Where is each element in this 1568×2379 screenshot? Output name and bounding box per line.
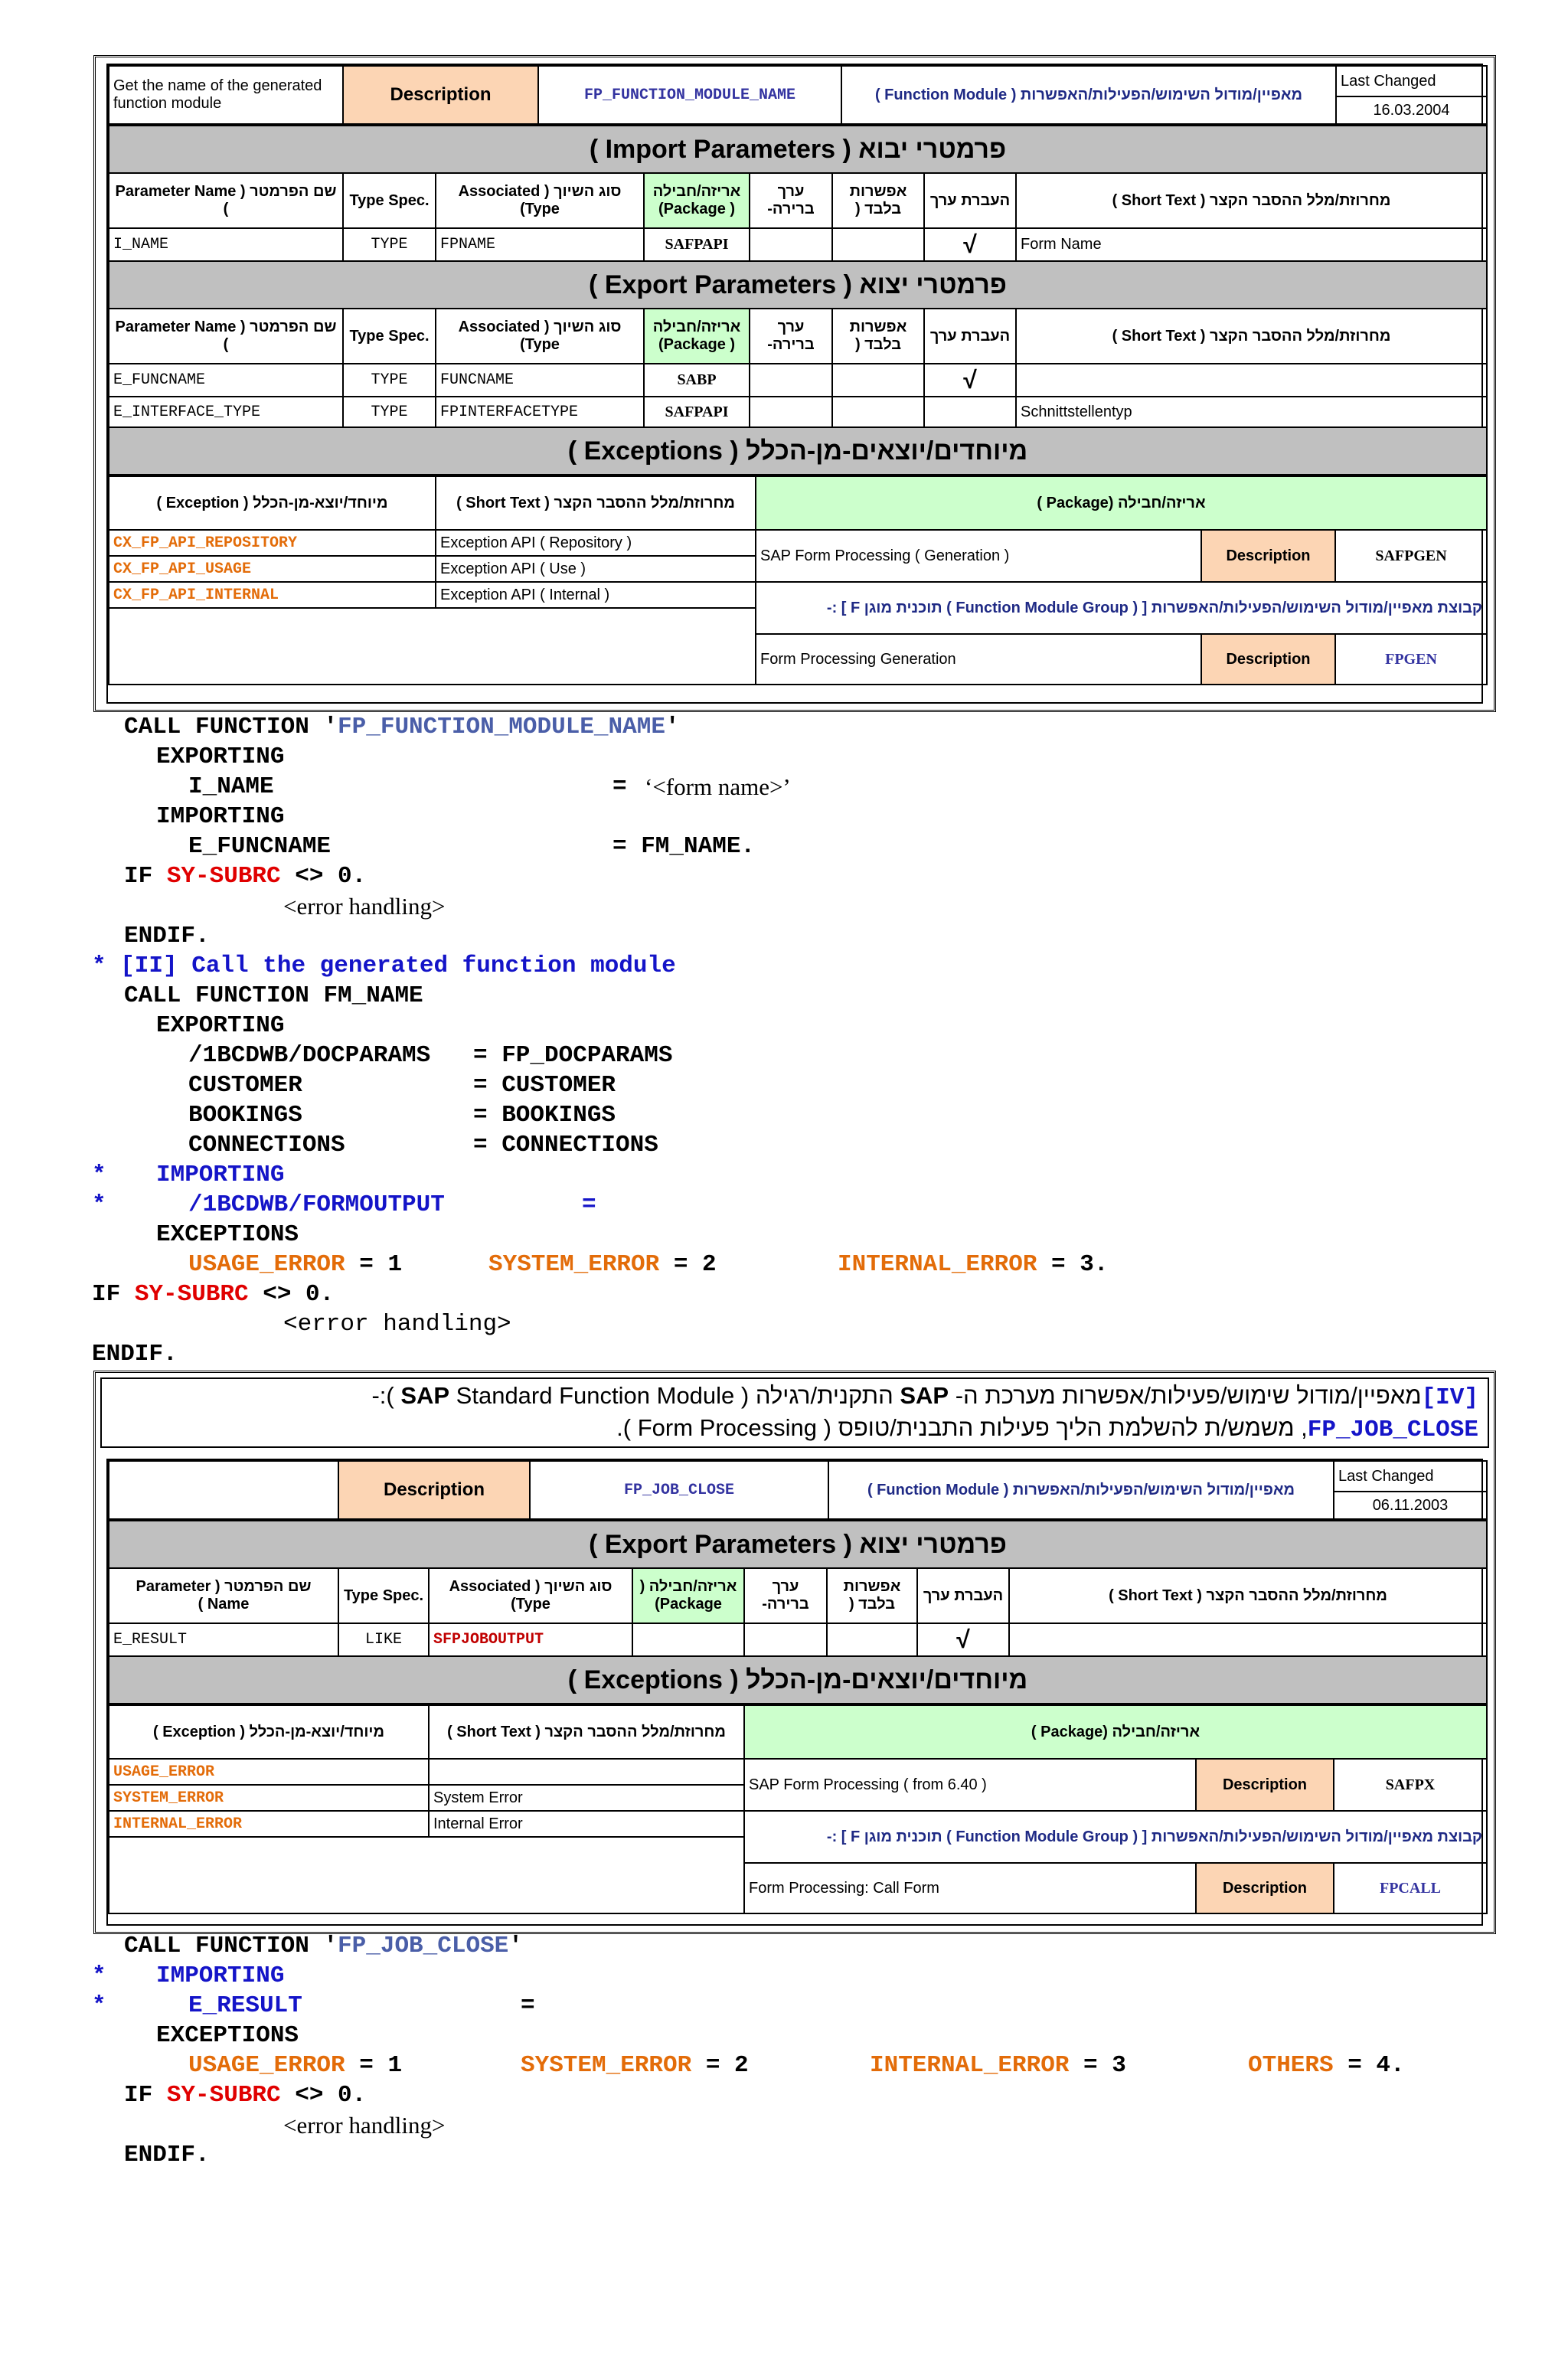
note-line-2: FP_JOB_CLOSE, משמש/ת להשלמת הליך פעילות התבנית/טופס ( Form Processing ). bbox=[616, 1414, 1478, 1443]
param-default bbox=[750, 228, 832, 261]
param-name: E_FUNCNAME bbox=[109, 364, 343, 397]
code-line: USAGE_ERROR = 1 bbox=[188, 2052, 403, 2079]
code-operator: = bbox=[521, 1992, 535, 2019]
code-value: ‘<form name>’ bbox=[645, 773, 791, 800]
exception-name: CX_FP_API_USAGE bbox=[109, 556, 436, 582]
param-package: SAFPAPI bbox=[644, 228, 750, 261]
code-line: = FP_DOCPARAMS bbox=[473, 1042, 673, 1069]
empty-cell bbox=[109, 608, 756, 685]
description-label: Description bbox=[338, 1461, 530, 1519]
note-box bbox=[100, 1377, 1489, 1448]
code-line: = CUSTOMER bbox=[473, 1072, 616, 1099]
param-type: LIKE bbox=[338, 1623, 429, 1656]
code-operator: = bbox=[612, 773, 627, 800]
exception-text: Internal Error bbox=[429, 1811, 744, 1837]
param-optional bbox=[832, 397, 924, 427]
code-comment: * bbox=[92, 1162, 106, 1188]
code-line: CALL FUNCTION FM_NAME bbox=[124, 982, 423, 1009]
function-group-label: קבוצת מאפיין/מודול השימוש/הפעילות/האפשרות [ ( Function Module Group ) תוכנית מוגן F ] :- bbox=[744, 1811, 1487, 1863]
function-group-name: FPCALL bbox=[1334, 1863, 1487, 1913]
function-group-text: Form Processing: Call Form bbox=[744, 1863, 1196, 1913]
empty-cell bbox=[109, 1461, 338, 1519]
col-default: ערך ברירה- bbox=[744, 1568, 827, 1623]
param-optional bbox=[832, 228, 924, 261]
exception-text bbox=[429, 1759, 744, 1785]
code-line: <error handling> bbox=[283, 2112, 446, 2139]
col-exception-text: מחרוזת/מלל ההסבר הקצר ( Short Text ) bbox=[429, 1705, 744, 1759]
code-comment: * bbox=[92, 1962, 106, 1989]
description-label: Description bbox=[343, 66, 538, 124]
col-assoc: סוג השיוך ( Associated Type) bbox=[429, 1568, 632, 1623]
param-type: TYPE bbox=[343, 397, 436, 427]
function-module-doc-frame-2 bbox=[93, 1371, 1496, 1934]
exception-name: SYSTEM_ERROR bbox=[109, 1785, 429, 1811]
function-module-label: מאפיין/מודול השימוש/הפעילות/האפשרות ( Function Module ) bbox=[828, 1461, 1334, 1519]
function-group-text: Form Processing Generation bbox=[756, 634, 1201, 685]
param-assoc: FPNAME bbox=[436, 228, 644, 261]
param-package: SAFPAPI bbox=[644, 397, 750, 427]
param-package: SABP bbox=[644, 364, 750, 397]
last-changed-date: 16.03.2004 bbox=[1336, 96, 1487, 124]
code-line: SYSTEM_ERROR = 2 bbox=[521, 2052, 749, 2079]
code-line: IF SY-SUBRC <> 0. bbox=[124, 2082, 367, 2109]
description-label: Description bbox=[1201, 530, 1335, 582]
col-package: אריזה/חבילה (Package ) bbox=[744, 1705, 1487, 1759]
exception-name: CX_FP_API_INTERNAL bbox=[109, 582, 436, 608]
col-optional: אפשרות בלבד ( bbox=[832, 173, 924, 228]
code-line: SYSTEM_ERROR = 2 bbox=[488, 1251, 717, 1278]
package-text: SAP Form Processing ( from 6.40 ) bbox=[744, 1759, 1196, 1811]
col-param: שם הפרמטר ( Parameter Name ) bbox=[109, 1568, 338, 1623]
col-optional: אפשרות בלבד ( bbox=[827, 1568, 917, 1623]
param-package bbox=[632, 1623, 744, 1656]
code-line: ENDIF. bbox=[124, 2142, 210, 2168]
col-exception: מיוחד/יוצא-מן-הכלל ( Exception ) bbox=[109, 476, 436, 530]
table-row bbox=[109, 1623, 1487, 1656]
code-comment: * [II] Call the generated function module bbox=[92, 953, 676, 979]
col-short-text: מחרוזת/מלל ההסבר הקצר ( Short Text ) bbox=[1016, 173, 1487, 228]
param-name: E_INTERFACE_TYPE bbox=[109, 397, 343, 427]
code-line: = BOOKINGS bbox=[473, 1102, 616, 1129]
exception-text: System Error bbox=[429, 1785, 744, 1811]
param-pass bbox=[924, 397, 1016, 427]
param-name: I_NAME bbox=[109, 228, 343, 261]
code-line: CALL FUNCTION 'FP_FUNCTION_MODULE_NAME' bbox=[124, 714, 680, 740]
exception-text: Exception API ( Internal ) bbox=[436, 582, 756, 608]
code-line: IF SY-SUBRC <> 0. bbox=[92, 1281, 335, 1308]
code-comment: /1BCDWB/FORMOUTPUT bbox=[188, 1191, 445, 1218]
code-line: <error handling> bbox=[283, 893, 446, 920]
code-line: INTERNAL_ERROR = 3. bbox=[838, 1251, 1109, 1278]
description-label: Description bbox=[1196, 1759, 1334, 1811]
last-changed-label: Last Changed bbox=[1334, 1461, 1487, 1492]
col-assoc: סוג השיוך ( Associated Type) bbox=[436, 173, 644, 228]
code-line: E_FUNCNAME bbox=[188, 833, 332, 860]
fm-header-table bbox=[108, 1460, 1488, 1520]
param-assoc: FUNCNAME bbox=[436, 364, 644, 397]
last-changed-label: Last Changed bbox=[1336, 66, 1487, 96]
col-pass: העברת ערך bbox=[924, 309, 1016, 364]
param-type: TYPE bbox=[343, 364, 436, 397]
function-module-name: FP_FUNCTION_MODULE_NAME bbox=[538, 66, 841, 124]
export-params-title: פרמטרי יצוא ( Export Parameters ) bbox=[109, 261, 1487, 309]
col-short-text: מחרוזת/מלל ההסבר הקצר ( Short Text ) bbox=[1009, 1568, 1487, 1623]
code-line: CALL FUNCTION 'FP_JOB_CLOSE' bbox=[124, 1933, 523, 1959]
code-comment: * bbox=[92, 1191, 106, 1218]
code-line: ENDIF. bbox=[92, 1341, 178, 1368]
import-params-title: פרמטרי יבוא ( Import Parameters ) bbox=[109, 126, 1487, 173]
code-comment: IMPORTING bbox=[156, 1162, 285, 1188]
code-comment: IMPORTING bbox=[156, 1962, 285, 1989]
code-line: INTERNAL_ERROR = 3 bbox=[870, 2052, 1126, 2079]
col-param: שם הפרמטר ( Parameter Name ) bbox=[109, 309, 343, 364]
col-default: ערך ברירה- bbox=[750, 309, 832, 364]
function-module-label: מאפיין/מודול השימוש/הפעילות/האפשרות ( Function Module ) bbox=[841, 66, 1336, 124]
col-type: Type Spec. bbox=[338, 1568, 429, 1623]
code-line: IF SY-SUBRC <> 0. bbox=[124, 863, 367, 890]
function-module-name: FP_JOB_CLOSE bbox=[530, 1461, 828, 1519]
exceptions-title: מיוחדים/יוצאים-מן-הכלל ( Exceptions ) bbox=[109, 1656, 1487, 1704]
code-line: OTHERS = 4. bbox=[1248, 2052, 1405, 2079]
col-type: Type Spec. bbox=[343, 173, 436, 228]
table-row bbox=[109, 1759, 1487, 1785]
function-group-label: קבוצת מאפיין/מודול השימוש/הפעילות/האפשרות [ ( Function Module Group ) תוכנית מוגן F ] :- bbox=[756, 582, 1487, 634]
package-name: SAFPGEN bbox=[1335, 530, 1487, 582]
code-line: = FM_NAME. bbox=[612, 833, 756, 860]
param-name: E_RESULT bbox=[109, 1623, 338, 1656]
export-params-title: פרמטרי יצוא ( Export Parameters ) bbox=[109, 1521, 1487, 1568]
param-optional bbox=[832, 364, 924, 397]
col-exception-text: מחרוזת/מלל ההסבר הקצר ( Short Text ) bbox=[436, 476, 756, 530]
col-package: אריזה/חבילה (Package ) bbox=[756, 476, 1487, 530]
import-params-table bbox=[108, 125, 1488, 475]
exception-text: Exception API ( Repository ) bbox=[436, 530, 756, 556]
param-pass: √ bbox=[924, 364, 1016, 397]
empty-cell bbox=[109, 1837, 744, 1913]
code-line: USAGE_ERROR = 1 bbox=[188, 1251, 403, 1278]
exception-text: Exception API ( Use ) bbox=[436, 556, 756, 582]
param-assoc: FPINTERFACETYPE bbox=[436, 397, 644, 427]
code-comment: * bbox=[92, 1992, 106, 2019]
last-changed-date: 06.11.2003 bbox=[1334, 1492, 1487, 1519]
table-row bbox=[109, 364, 1487, 397]
fm-header-table bbox=[108, 65, 1488, 125]
col-package: אריזה/חבילה ( Package) bbox=[644, 173, 750, 228]
col-short-text: מחרוזת/מלל ההסבר הקצר ( Short Text ) bbox=[1016, 309, 1487, 364]
param-text: Schnittstellentyp bbox=[1016, 397, 1487, 427]
description-label: Description bbox=[1196, 1863, 1334, 1913]
exceptions-table bbox=[108, 475, 1488, 685]
code-line: IMPORTING bbox=[156, 803, 285, 830]
param-optional bbox=[827, 1623, 917, 1656]
code-line: EXCEPTIONS bbox=[156, 2022, 299, 2049]
param-text: Form Name bbox=[1016, 228, 1487, 261]
col-assoc: סוג השיוך ( Associated Type) bbox=[436, 309, 644, 364]
description-label: Description bbox=[1201, 634, 1335, 685]
col-package: אריזה/חבילה ( Package) bbox=[632, 1568, 744, 1623]
param-pass: √ bbox=[924, 228, 1016, 261]
param-default bbox=[750, 364, 832, 397]
function-group-name: FPGEN bbox=[1335, 634, 1487, 685]
exception-name: USAGE_ERROR bbox=[109, 1759, 429, 1785]
param-pass: √ bbox=[917, 1623, 1009, 1656]
param-type: TYPE bbox=[343, 228, 436, 261]
param-text bbox=[1016, 364, 1487, 397]
function-module-doc-frame-1 bbox=[93, 55, 1496, 712]
code-line: CONNECTIONS bbox=[188, 1132, 345, 1158]
code-line: EXPORTING bbox=[156, 743, 285, 770]
col-package: אריזה/חבילה ( Package) bbox=[644, 309, 750, 364]
col-optional: אפשרות בלבד ( bbox=[832, 309, 924, 364]
code-block-2 bbox=[0, 1931, 1568, 2379]
code-line: /1BCDWB/DOCPARAMS bbox=[188, 1042, 431, 1069]
exception-name: CX_FP_API_REPOSITORY bbox=[109, 530, 436, 556]
code-line: EXPORTING bbox=[156, 1012, 285, 1039]
code-comment: = bbox=[582, 1191, 596, 1218]
table-row bbox=[109, 397, 1487, 427]
exception-name: INTERNAL_ERROR bbox=[109, 1811, 429, 1837]
note-line-1: [IV]מאפיין/מודול שימוש/פעילות/אפשרות מערכת ה- SAP התקנית/רגילה ( SAP Standard Function Module ):- bbox=[371, 1382, 1478, 1411]
exceptions-title: מיוחדים/יוצאים-מן-הכלל ( Exceptions ) bbox=[109, 427, 1487, 475]
param-text bbox=[1009, 1623, 1487, 1656]
package-name: SAFPX bbox=[1334, 1759, 1487, 1811]
code-line: CUSTOMER bbox=[188, 1072, 302, 1099]
code-line: <error handling> bbox=[283, 1311, 511, 1338]
table-row bbox=[109, 1811, 1487, 1837]
package-text: SAP Form Processing ( Generation ) bbox=[756, 530, 1201, 582]
code-line: I_NAME bbox=[188, 773, 274, 800]
col-type: Type Spec. bbox=[343, 309, 436, 364]
table-row bbox=[109, 228, 1487, 261]
col-pass: העברת ערך bbox=[924, 173, 1016, 228]
col-param: שם הפרמטר ( Parameter Name ) bbox=[109, 173, 343, 228]
col-default: ערך ברירה- bbox=[750, 173, 832, 228]
table-row bbox=[109, 582, 1487, 608]
code-line: BOOKINGS bbox=[188, 1102, 302, 1129]
param-assoc: SFPJOBOUTPUT bbox=[429, 1623, 632, 1656]
table-row bbox=[109, 530, 1487, 556]
code-line: ENDIF. bbox=[124, 923, 210, 949]
code-line: EXCEPTIONS bbox=[156, 1221, 299, 1248]
code-line: = CONNECTIONS bbox=[473, 1132, 658, 1158]
param-default bbox=[750, 397, 832, 427]
col-exception: מיוחד/יוצא-מן-הכלל ( Exception ) bbox=[109, 1705, 429, 1759]
export-params-table bbox=[108, 1520, 1488, 1704]
col-pass: העברת ערך bbox=[917, 1568, 1009, 1623]
code-comment: E_RESULT bbox=[188, 1992, 302, 2019]
fm-purpose-text: Get the name of the generated function module bbox=[109, 66, 343, 124]
param-default bbox=[744, 1623, 827, 1656]
exceptions-table bbox=[108, 1704, 1488, 1914]
